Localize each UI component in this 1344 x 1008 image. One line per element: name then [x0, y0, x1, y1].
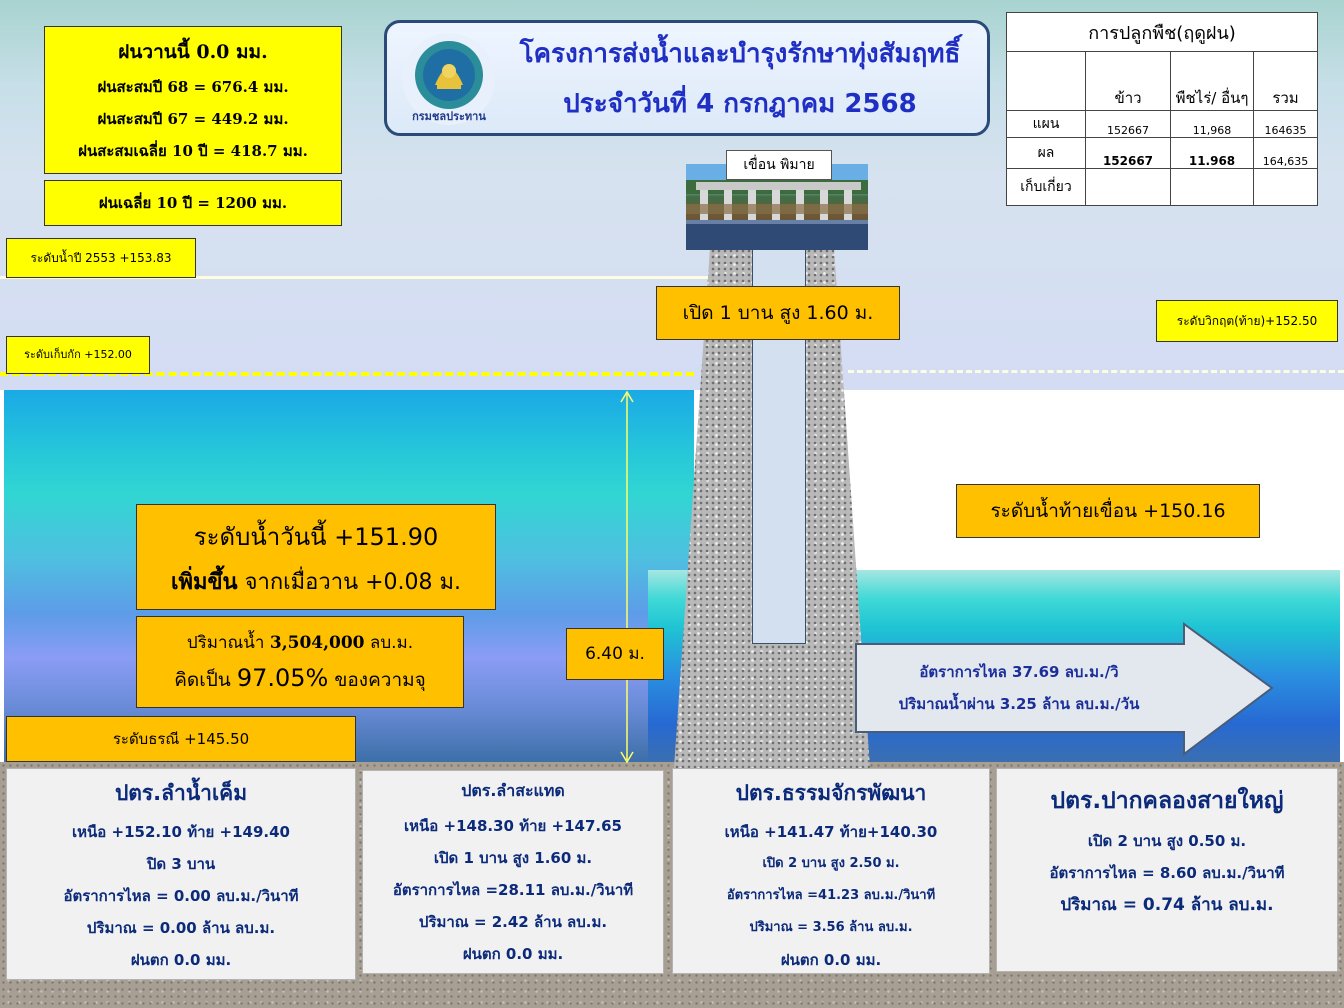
- station-line: ฝนตก 0.0 มม.: [462, 945, 564, 963]
- dam-name-label: เขื่อน พิมาย: [726, 150, 832, 180]
- crop-cell: 152667: [1086, 138, 1171, 169]
- water-volume: [137, 629, 463, 656]
- station-title: ปตร.ปากคลองสายใหญ่: [1050, 788, 1284, 814]
- critical-level-line: [848, 370, 1344, 373]
- crop-cell: [1254, 169, 1318, 206]
- crop-cell: [1171, 169, 1254, 206]
- station-line: อัตราการไหล =28.11 ลบ.ม./วินาที: [392, 881, 634, 899]
- station-line: อัตราการไหล = 0.00 ลบ.ม./วินาที: [63, 887, 299, 905]
- flow-arrow: [854, 622, 1274, 756]
- rain-avg10-box: [44, 180, 342, 226]
- crop-header-total: รวม: [1254, 52, 1318, 111]
- today-level-box: [136, 504, 496, 610]
- crop-header-field-crops: พืชไร่/ อื่นๆ: [1171, 52, 1254, 111]
- depth-label: 6.40 ม.: [566, 628, 664, 680]
- station-line: อัตราการไหล =41.23 ลบ.ม./วินาที: [726, 888, 936, 903]
- station-card-lam-nam-khem: [6, 768, 356, 980]
- crop-cell: 164,635: [1254, 138, 1318, 169]
- capacity-label: คิดเป็น: [174, 669, 237, 691]
- crop-row-label: ผล: [1007, 138, 1086, 169]
- crop-row-result: [1007, 138, 1318, 169]
- depth-indicator: [616, 390, 638, 764]
- station-line: ฝนตก 0.0 มม.: [780, 951, 882, 969]
- station-card-thammachak-phatthana: [672, 768, 990, 974]
- station-title: ปตร.ลำสะแทด: [461, 781, 565, 800]
- station-line: เปิด 1 บาน สูง 1.60 ม.: [433, 849, 593, 867]
- flow-arrow-shape: [854, 622, 1274, 756]
- crop-table-header-row: [1007, 52, 1318, 111]
- page-title: โครงการส่งน้ำและบำรุงรักษาทุ่งสัมฤทธิ์: [519, 39, 961, 69]
- rain-accum-67: ฝนสะสมปี 67 = 449.2 มม.: [97, 110, 289, 128]
- logo-caption: กรมชลประทาน: [412, 110, 486, 123]
- crop-header-blank: [1007, 52, 1086, 111]
- crop-cell: 11.968: [1171, 138, 1254, 169]
- capacity-suffix: ของความจุ: [328, 669, 426, 691]
- station-card-lam-sa-thaet: [362, 770, 664, 974]
- crop-cell: [1086, 169, 1171, 206]
- station-title: ปตร.ลำน้ำเค็ม: [114, 781, 248, 805]
- downstream-level-label: ระดับน้ำท้ายเขื่อน +150.16: [956, 484, 1260, 538]
- flow-rate: อัตราการไหล 37.69 ลบ.ม./วิ: [919, 663, 1119, 681]
- station-line: เหนือ +152.10 ท้าย +149.40: [72, 823, 290, 841]
- level-change-direction: เพิ่มขึ้น: [170, 570, 238, 595]
- station-line: เหนือ +141.47 ท้าย+140.30: [724, 823, 938, 841]
- capacity-value: 97.05%: [236, 664, 329, 692]
- storage-level-label: ระดับเก็บกัก +152.00: [6, 336, 150, 374]
- water-volume-label: ปริมาณน้ำ: [186, 633, 270, 653]
- crop-row-label: เก็บเกี่ยว: [1007, 169, 1086, 206]
- rain-yesterday: ฝนวานนี้ 0.0 มม.: [118, 41, 268, 63]
- crop-table-title-row: [1007, 13, 1318, 52]
- capacity-percent: [137, 664, 463, 695]
- crop-row-harvest: [1007, 169, 1318, 206]
- crop-cell: 164635: [1254, 111, 1318, 138]
- crop-table: [1006, 12, 1318, 206]
- crop-cell: 11,968: [1171, 111, 1254, 138]
- today-level: ระดับน้ำวันนี้ +151.90: [193, 523, 439, 551]
- water-volume-value: 3,504,000: [269, 633, 365, 653]
- station-line: อัตราการไหล = 8.60 ลบ.ม./วินาที: [1049, 864, 1285, 882]
- rain-summary-box: [44, 26, 342, 174]
- station-line: ปริมาณ = 0.00 ล้าน ลบ.ม.: [86, 919, 276, 937]
- rain-accum-68: ฝนสะสมปี 68 = 676.4 มม.: [97, 78, 289, 96]
- station-line: ปริมาณ = 0.74 ล้าน ลบ.ม.: [1060, 895, 1274, 915]
- level-change-value: จากเมื่อวาน +0.08 ม.: [237, 570, 462, 595]
- flow-volume: ปริมาณน้ำผ่าน 3.25 ล้าน ลบ.ม./วัน: [898, 695, 1140, 713]
- bed-level-label: ระดับธรณี +145.50: [6, 716, 356, 762]
- header-title-box: [384, 20, 990, 136]
- dam-gate-opening: เปิด 1 บาน สูง 1.60 ม.: [656, 286, 900, 340]
- rain-accum-avg10: ฝนสะสมเฉลี่ย 10 ปี = 418.7 มม.: [78, 142, 308, 160]
- crop-header-rice: ข้าว: [1086, 52, 1171, 111]
- station-title: ปตร.ธรรมจักรพัฒนา: [735, 781, 927, 805]
- station-line: เปิด 2 บาน สูง 2.50 ม.: [762, 856, 900, 871]
- level-change: [137, 564, 495, 599]
- crop-cell: 152667: [1086, 111, 1171, 138]
- crop-table-title: การปลูกพืช(ฤดูฝน): [1007, 13, 1318, 52]
- department-logo: [401, 31, 497, 127]
- rain-avg10: ฝนเฉลี่ย 10 ปี = 1200 มม.: [98, 194, 288, 212]
- page-date: ประจำวันที่ 4 กรกฎาคม 2568: [563, 89, 917, 119]
- water-volume-box: [136, 616, 464, 708]
- crop-row-plan: [1007, 111, 1318, 138]
- station-line: ปิด 3 บาน: [146, 855, 216, 873]
- level-2553-label: ระดับน้ำปี 2553 +153.83: [6, 238, 196, 278]
- station-line: ปริมาณ = 3.56 ล้าน ลบ.ม.: [749, 920, 913, 935]
- station-line: เหนือ +148.30 ท้าย +147.65: [404, 817, 622, 835]
- station-line: ปริมาณ = 2.42 ล้าน ลบ.ม.: [418, 913, 608, 931]
- critical-level-label: ระดับวิกฤต(ท้าย)+152.50: [1156, 300, 1338, 342]
- station-line: ฝนตก 0.0 มม.: [130, 951, 232, 969]
- water-volume-unit: ลบ.ม.: [364, 633, 414, 653]
- station-card-pak-khlong-sai-yai: [996, 768, 1338, 972]
- station-line: เปิด 2 บาน สูง 0.50 ม.: [1087, 832, 1247, 850]
- crop-row-label: แผน: [1007, 111, 1086, 138]
